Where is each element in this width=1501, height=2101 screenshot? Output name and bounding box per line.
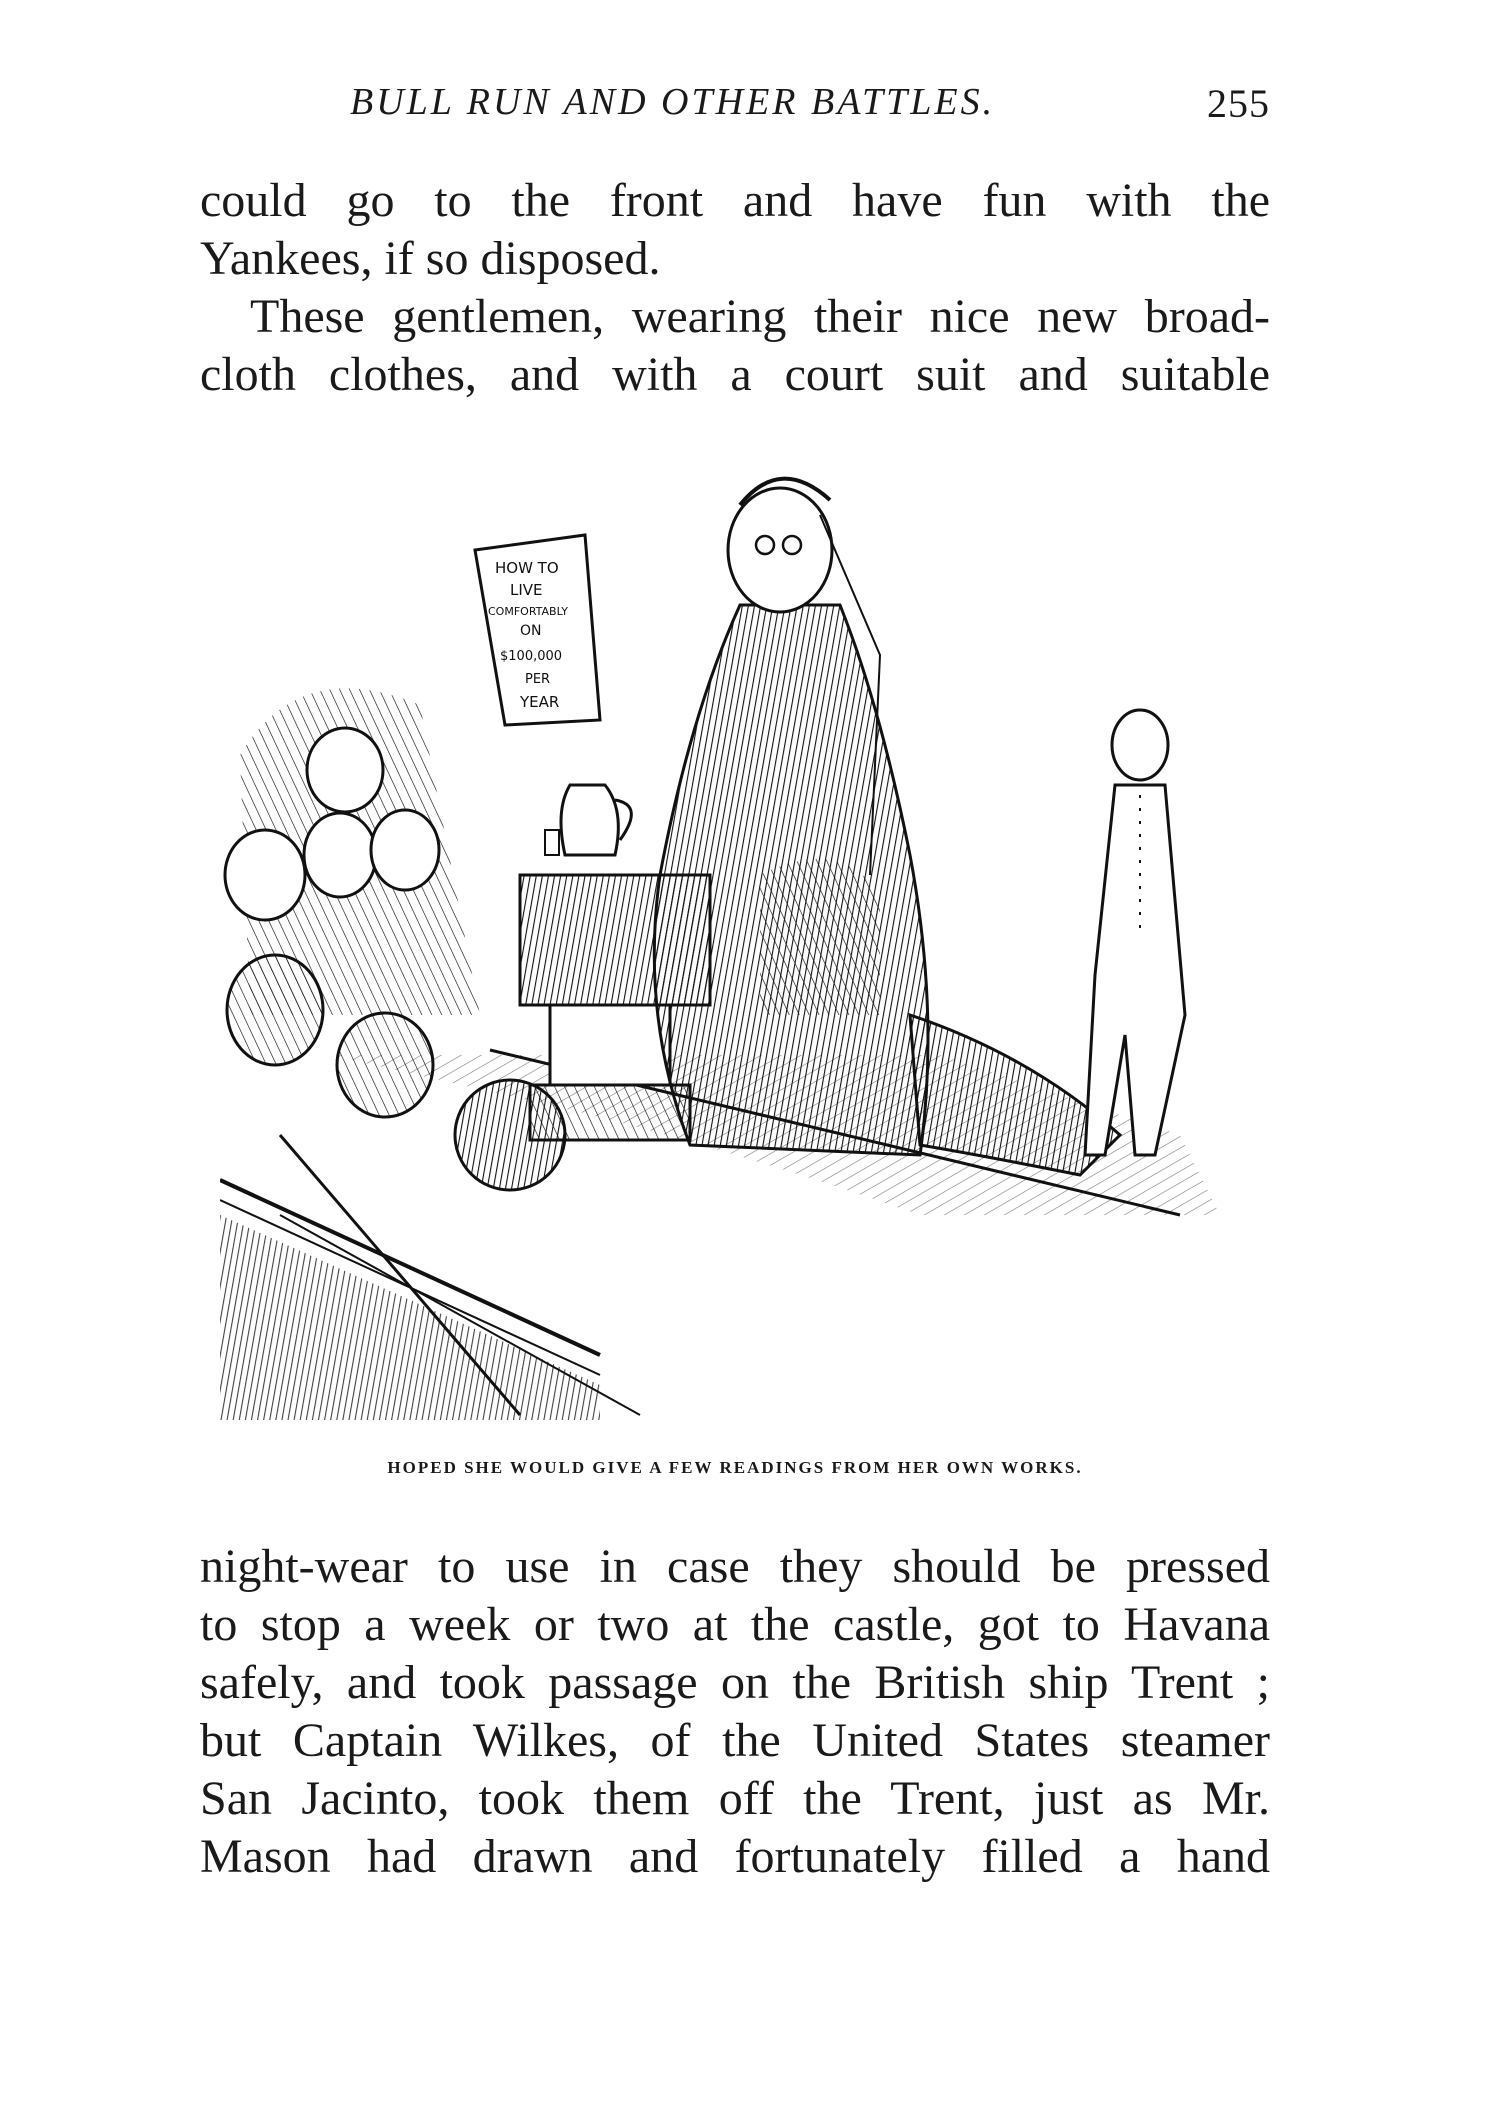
sign-line: YEAR <box>520 693 560 711</box>
speaker-figure <box>654 479 1120 1175</box>
sign-line: $100,000 <box>500 649 563 664</box>
text-line: to stop a week or two at the castle, got to Havana <box>200 1598 1270 1651</box>
sign-line: COMFORTABLY <box>488 605 568 618</box>
body-text-top <box>200 172 1270 404</box>
text-line: could go to the front and have fun with the <box>200 174 1270 227</box>
text-line: Mason had drawn and fortunately filled a hand <box>200 1830 1270 1883</box>
text-line: These gentlemen, wearing their nice new broad- <box>250 290 1270 343</box>
railing <box>220 1180 600 1420</box>
running-title: BULL RUN AND OTHER BATTLES. <box>350 81 996 123</box>
text-line: night-wear to use in case they should be pressed <box>200 1540 1270 1593</box>
body-text-bottom <box>200 1538 1270 1886</box>
illustration <box>220 455 1260 1420</box>
sign-line: ON <box>520 623 542 639</box>
text-line: safely, and took passage on the British ship Trent ; <box>200 1656 1270 1709</box>
text-line: but Captain Wilkes, of the United States steamer <box>200 1714 1270 1767</box>
page-boy-figure <box>1085 710 1185 1155</box>
sign-placard <box>475 535 600 725</box>
text-line: San Jacinto, took them off the Trent, just as Mr. <box>200 1772 1270 1825</box>
text-line: cloth clothes, and with a court suit and suitable <box>200 348 1270 401</box>
sign-line: HOW TO <box>495 559 559 577</box>
text-line: Yankees, if so disposed. <box>200 232 661 285</box>
sign-line: LIVE <box>510 581 543 599</box>
page-number: 255 <box>1207 81 1270 126</box>
sign-line: PER <box>525 672 551 687</box>
illustration-caption: HOPED SHE WOULD GIVE A FEW READINGS FROM HER OWN WORKS. <box>387 1458 1083 1477</box>
running-head <box>200 80 1270 140</box>
